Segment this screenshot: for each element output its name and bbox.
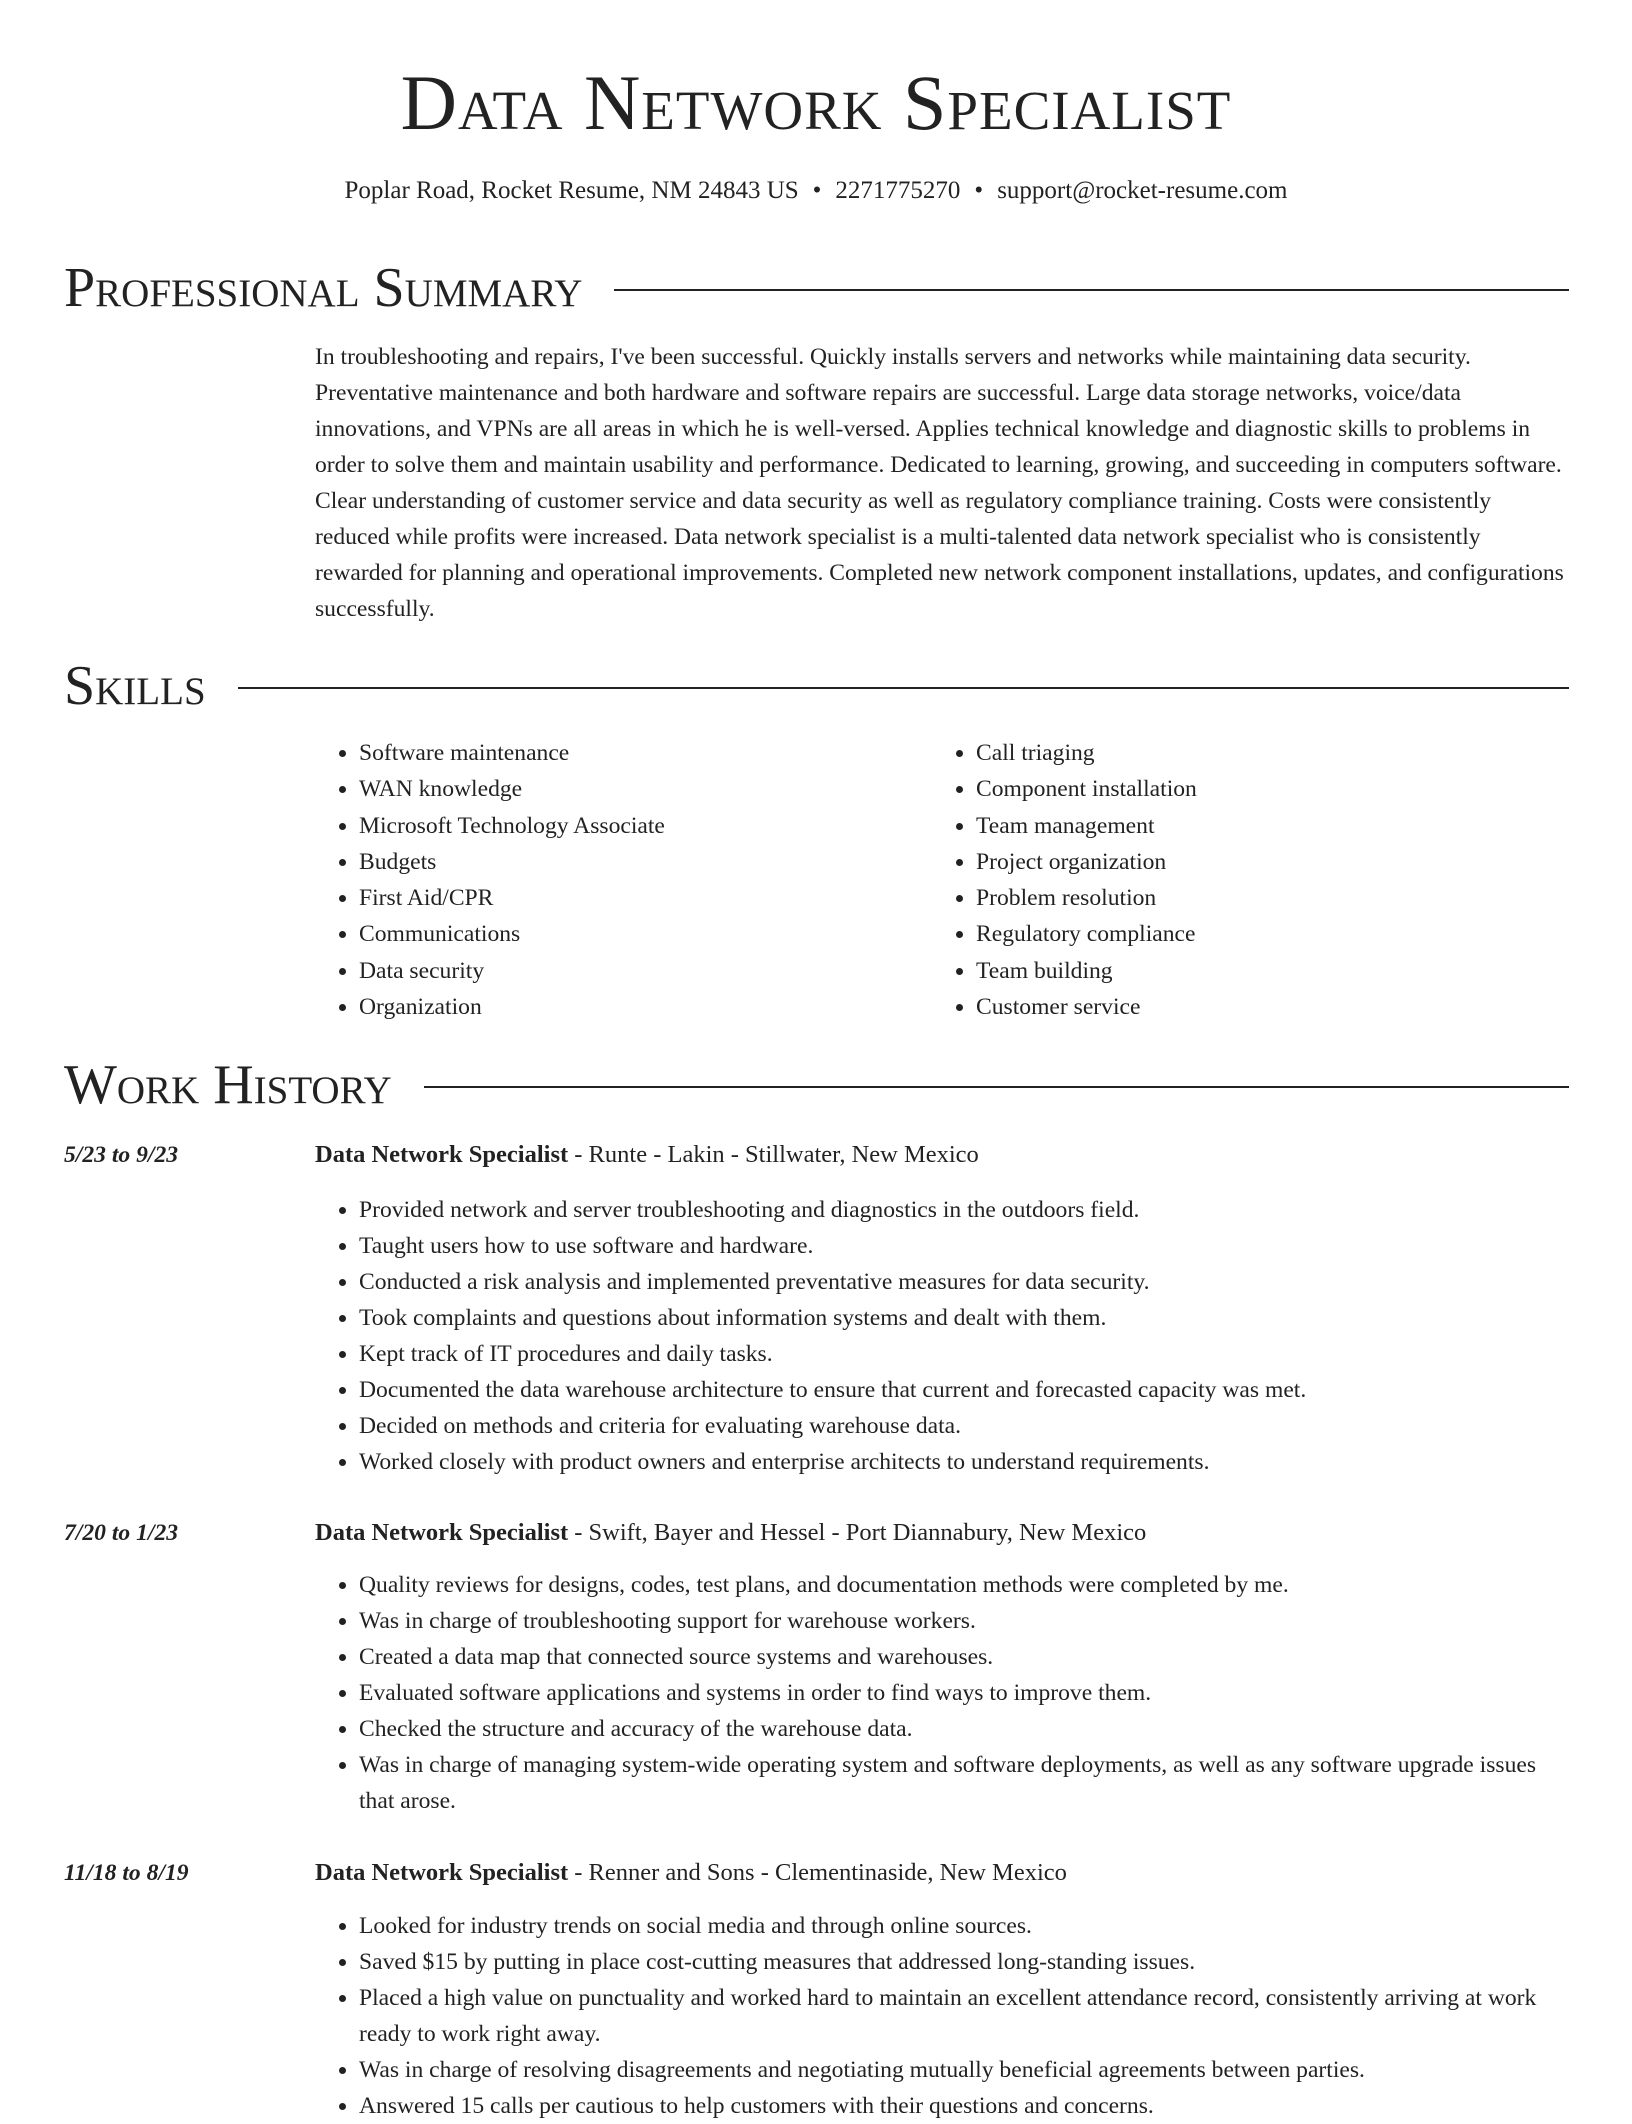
contact-email: support@rocket-resume.com <box>997 177 1288 204</box>
job-bullet: • Worked closely with product owners and enterprise architects to understand requirements. <box>359 1444 1569 1480</box>
job-bullet: • Kept track of IT procedures and daily tasks. <box>359 1336 1569 1372</box>
job-bullet-list <box>315 1908 1569 2124</box>
skill-item: • First Aid/CPR <box>359 880 665 916</box>
skills-section-header <box>64 654 1569 718</box>
job-bullet: • Saved $15 by putting in place cost-cutting measures that addressed long-standing issues. <box>359 1944 1569 1980</box>
skills-list-right <box>932 735 1197 1025</box>
skill-item: • WAN knowledge <box>359 771 665 807</box>
skill-item: • Customer service <box>976 989 1197 1025</box>
section-divider <box>614 289 1569 291</box>
contact-separator: • <box>812 177 822 204</box>
candidate-name: Data Network Specialist <box>400 59 1232 146</box>
job-bullet: • Was in charge of troubleshooting support for warehouse workers. <box>359 1603 1569 1639</box>
summary-section-header <box>64 256 1569 320</box>
job-bullet-list <box>315 1567 1569 1819</box>
skill-item: • Team management <box>976 808 1197 844</box>
summary-section-title: Professional Summary <box>64 257 583 319</box>
job-bullet: • Was in charge of resolving disagreements and negotiating mutually beneficial agreements between parties. <box>359 2052 1569 2088</box>
job-dates: 11/18 to 8/19 <box>64 1860 189 1886</box>
job-bullet: • Quality reviews for designs, codes, test plans, and documentation methods were completed by me. <box>359 1567 1569 1603</box>
job-bullet: • Taught users how to use software and hardware. <box>359 1228 1569 1264</box>
job-bullet: • Documented the data warehouse architecture to ensure that current and forecasted capacity was met. <box>359 1372 1569 1408</box>
job-bullet-list <box>315 1192 1569 1480</box>
work-section-header <box>64 1053 1569 1117</box>
skill-item: • Budgets <box>359 844 665 880</box>
skill-item: • Team building <box>976 953 1197 989</box>
job-employer-location: - Swift, Bayer and Hessel - Port Diannabury, New Mexico <box>568 1519 1147 1546</box>
skill-item: • Call triaging <box>976 735 1197 771</box>
job-bullet: • Took complaints and questions about information systems and dealt with them. <box>359 1300 1569 1336</box>
job-heading <box>315 1856 1067 1890</box>
section-divider <box>424 1086 1569 1088</box>
skill-item: • Problem resolution <box>976 880 1197 916</box>
job-heading <box>315 1138 979 1172</box>
skill-item: • Component installation <box>976 771 1197 807</box>
contact-separator: • <box>974 177 984 204</box>
skill-item: • Project organization <box>976 844 1197 880</box>
contact-line <box>0 174 1632 208</box>
job-bullet: • Provided network and server troubleshooting and diagnostics in the outdoors field. <box>359 1192 1569 1228</box>
skills-list-left <box>315 735 665 1025</box>
job-position: Data Network Specialist <box>315 1141 569 1168</box>
job-dates: 5/23 to 9/23 <box>64 1142 179 1168</box>
job-bullet: • Answered 15 calls per cautious to help customers with their questions and concerns. <box>359 2088 1569 2124</box>
work-section-title: Work History <box>64 1054 392 1116</box>
skill-item: • Organization <box>359 989 665 1025</box>
job-bullet: • Conducted a risk analysis and implemented preventative measures for data security. <box>359 1264 1569 1300</box>
job-position: Data Network Specialist <box>315 1519 569 1546</box>
skill-item: • Software maintenance <box>359 735 665 771</box>
skill-item: • Data security <box>359 953 665 989</box>
job-bullet: • Decided on methods and criteria for evaluating warehouse data. <box>359 1408 1569 1444</box>
section-divider <box>238 687 1569 689</box>
skills-section-title: Skills <box>64 655 206 717</box>
summary-text: In troubleshooting and repairs, I've been successful. Quickly installs servers and networks while maintaining data security. Preventative maintenance and both hardware and software repairs are successful. Large data storage networks, voice/data innovations, and VPNs are all areas in which he is well-versed. Applies technical knowledge and diagnostic skills to problems in order to solve them and maintain usability and performance. Dedicated to learning, growing, and succeeding in computers software. Clear understanding of customer service and data security as well as regulatory compliance training. Costs were consistently reduced while profits were increased. Data network specialist is a multi-talented data network specialist who is consistently rewarded for planning and operational improvements. Completed new network component installations, updates, and configurations successfully. <box>315 344 1564 622</box>
job-employer-location: - Runte - Lakin - Stillwater, New Mexico <box>568 1141 979 1168</box>
skill-item: • Regulatory compliance <box>976 916 1197 952</box>
skill-item: • Microsoft Technology Associate <box>359 808 665 844</box>
job-position: Data Network Specialist <box>315 1859 569 1886</box>
job-bullet: • Was in charge of managing system-wide operating system and software deployments, as well as any software upgrade issues that arose. <box>359 1747 1569 1819</box>
job-bullet: • Checked the structure and accuracy of the warehouse data. <box>359 1711 1569 1747</box>
job-bullet: • Created a data map that connected source systems and warehouses. <box>359 1639 1569 1675</box>
skill-item: • Communications <box>359 916 665 952</box>
contact-address: Poplar Road, Rocket Resume, NM 24843 US <box>344 177 799 204</box>
contact-phone: 2271775270 <box>835 177 961 204</box>
job-bullet: • Looked for industry trends on social media and through online sources. <box>359 1908 1569 1944</box>
job-bullet: • Evaluated software applications and systems in order to find ways to improve them. <box>359 1675 1569 1711</box>
job-heading <box>315 1516 1146 1550</box>
job-bullet: • Placed a high value on punctuality and worked hard to maintain an excellent attendance record, consistently arriving at work ready to work right away. <box>359 1980 1569 2052</box>
job-dates: 7/20 to 1/23 <box>64 1520 179 1546</box>
job-employer-location: - Renner and Sons - Clementinaside, New Mexico <box>568 1859 1067 1886</box>
